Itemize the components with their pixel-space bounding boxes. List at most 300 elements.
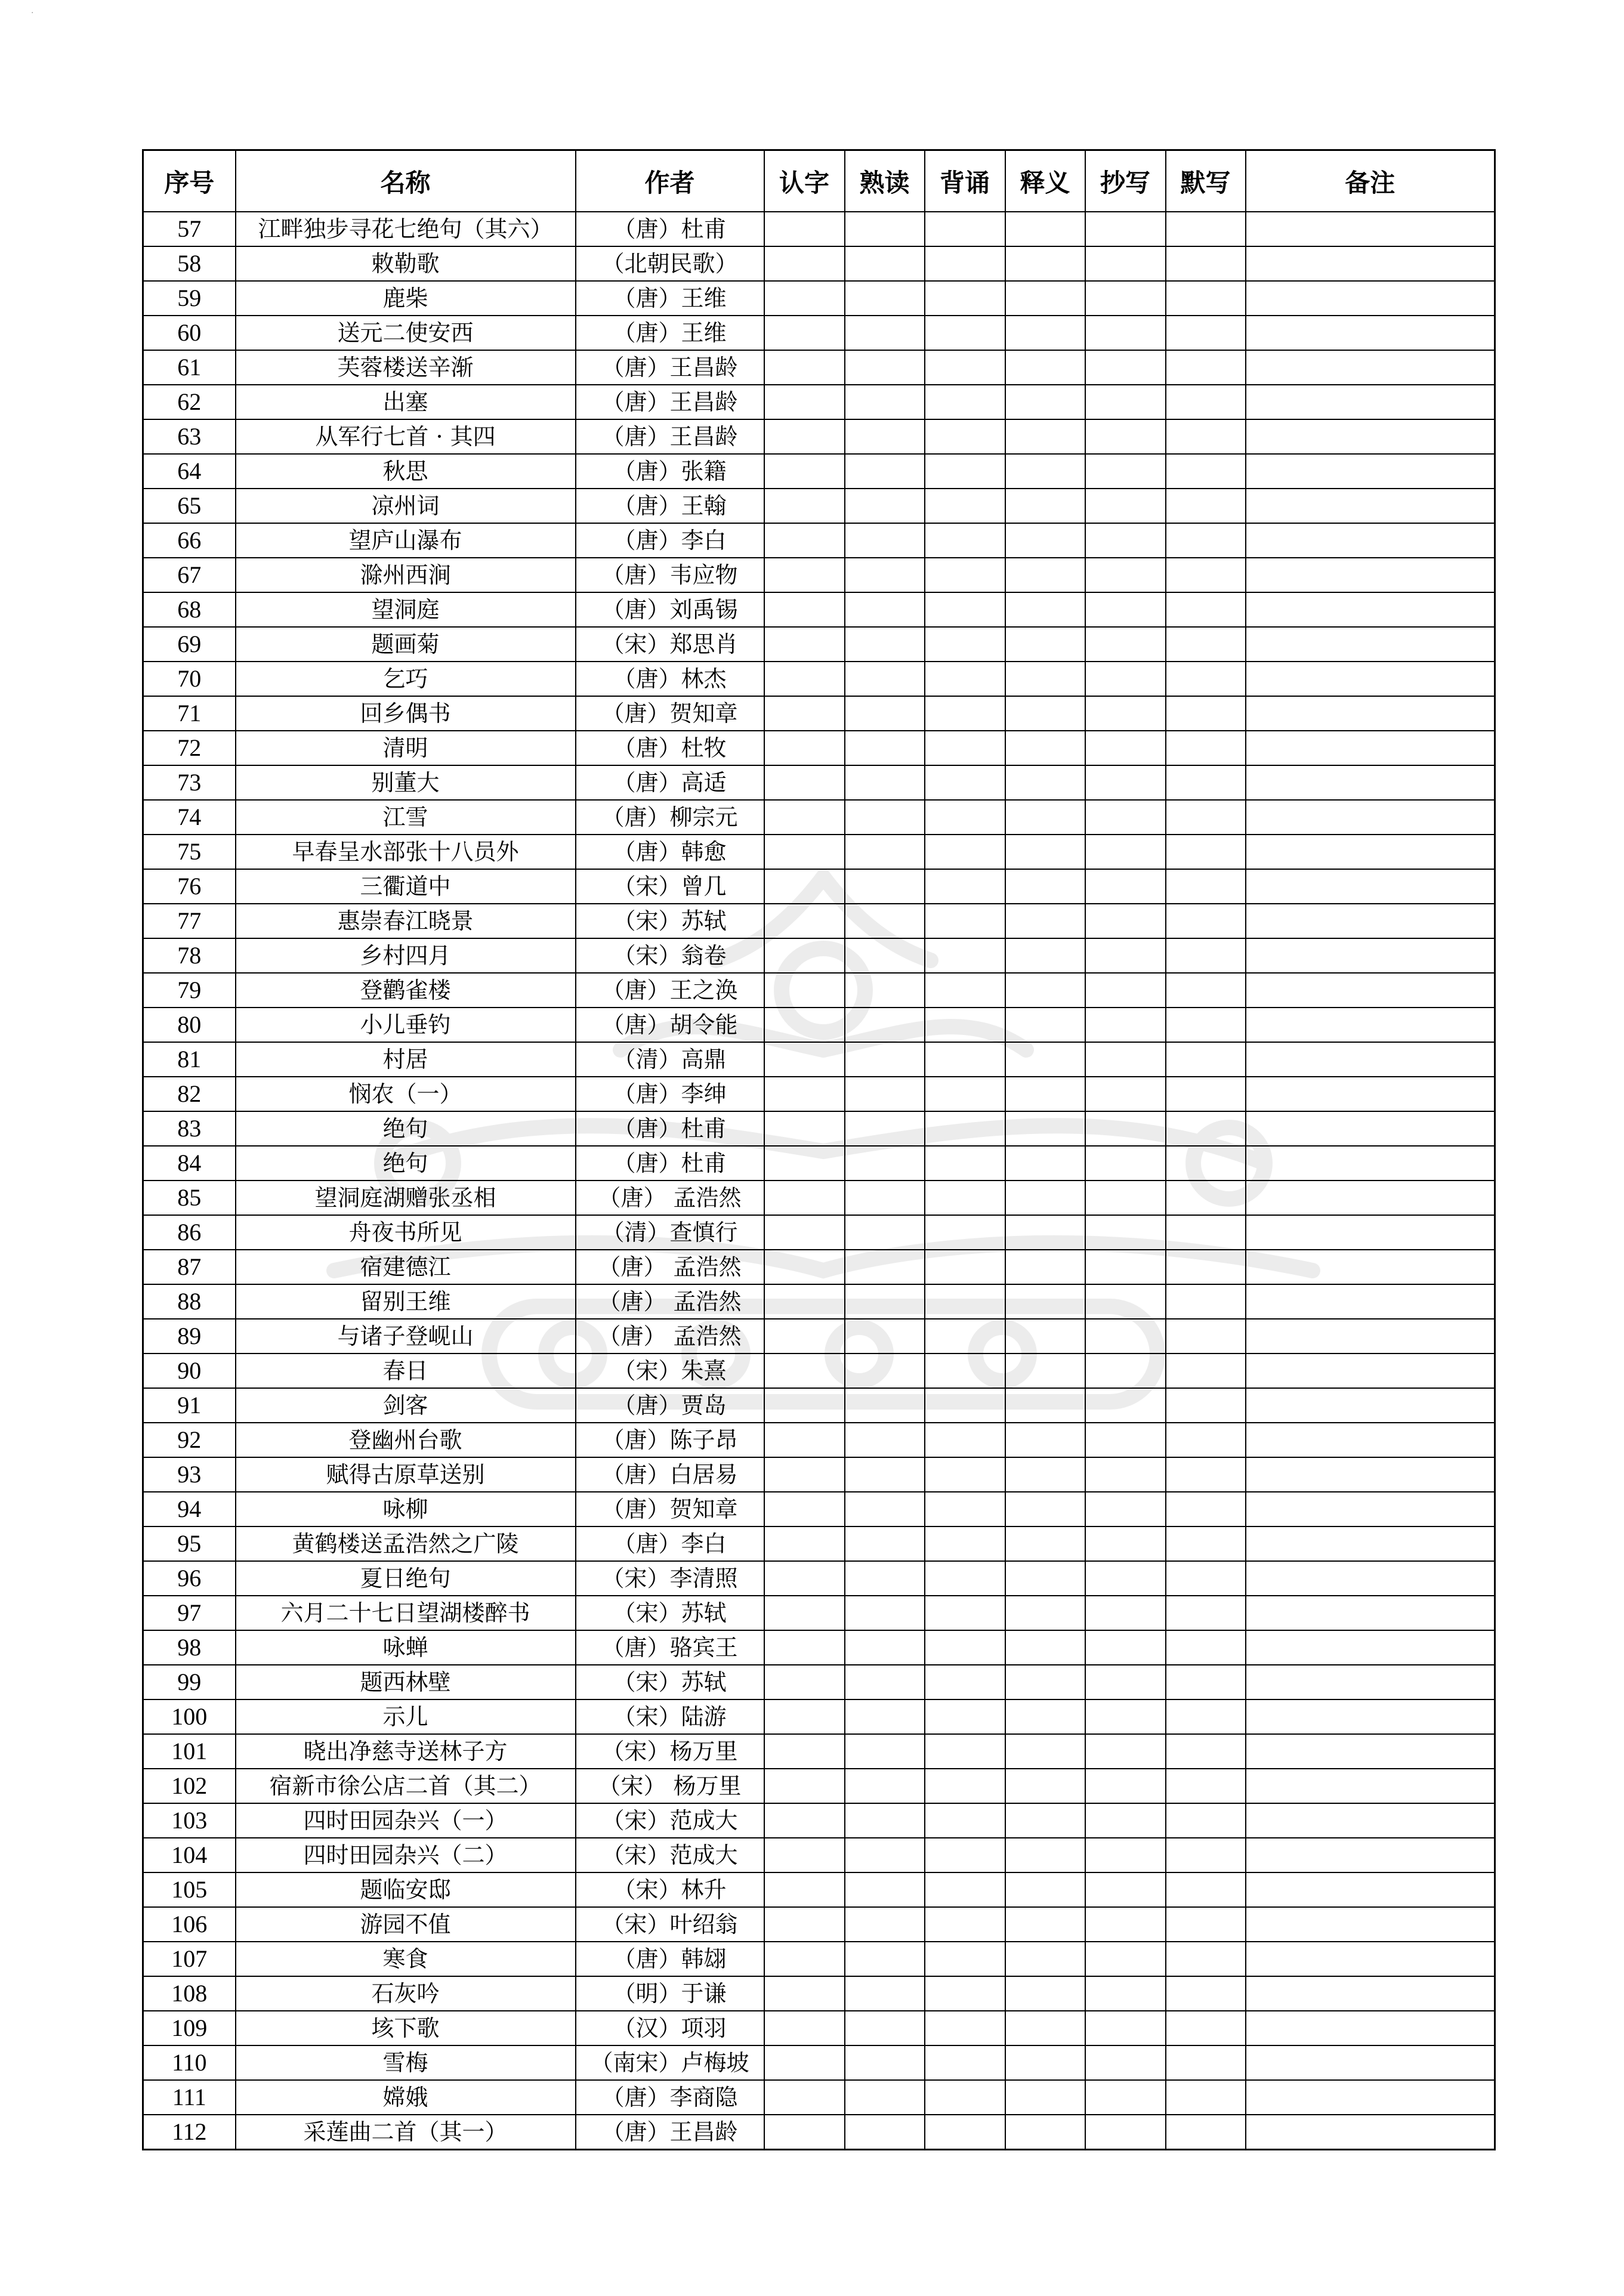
- read-cell[interactable]: [845, 1354, 925, 1388]
- recognize-cell[interactable]: [764, 1976, 845, 2011]
- recite-cell[interactable]: [925, 1250, 1005, 1284]
- explain-cell[interactable]: [1005, 904, 1085, 938]
- read-cell[interactable]: [845, 1630, 925, 1665]
- recognize-cell[interactable]: [764, 1872, 845, 1907]
- copy-cell[interactable]: [1085, 1008, 1166, 1042]
- recognize-cell[interactable]: [764, 419, 845, 454]
- dictation-cell[interactable]: [1166, 2011, 1246, 2045]
- dictation-cell[interactable]: [1166, 2045, 1246, 2080]
- explain-cell[interactable]: [1005, 454, 1085, 489]
- read-cell[interactable]: [845, 696, 925, 731]
- dictation-cell[interactable]: [1166, 454, 1246, 489]
- recite-cell[interactable]: [925, 350, 1005, 385]
- notes-cell[interactable]: [1246, 454, 1495, 489]
- notes-cell[interactable]: [1246, 558, 1495, 592]
- read-cell[interactable]: [845, 973, 925, 1008]
- dictation-cell[interactable]: [1166, 1907, 1246, 1942]
- notes-cell[interactable]: [1246, 2045, 1495, 2080]
- recite-cell[interactable]: [925, 246, 1005, 281]
- explain-cell[interactable]: [1005, 1284, 1085, 1319]
- read-cell[interactable]: [845, 1561, 925, 1596]
- read-cell[interactable]: [845, 800, 925, 835]
- copy-cell[interactable]: [1085, 385, 1166, 419]
- copy-cell[interactable]: [1085, 1699, 1166, 1734]
- explain-cell[interactable]: [1005, 489, 1085, 523]
- copy-cell[interactable]: [1085, 1907, 1166, 1942]
- explain-cell[interactable]: [1005, 1181, 1085, 1215]
- notes-cell[interactable]: [1246, 1492, 1495, 1526]
- read-cell[interactable]: [845, 731, 925, 765]
- explain-cell[interactable]: [1005, 800, 1085, 835]
- explain-cell[interactable]: [1005, 1492, 1085, 1526]
- read-cell[interactable]: [845, 281, 925, 316]
- recognize-cell[interactable]: [764, 2115, 845, 2150]
- recognize-cell[interactable]: [764, 1250, 845, 1284]
- recognize-cell[interactable]: [764, 973, 845, 1008]
- copy-cell[interactable]: [1085, 1838, 1166, 1872]
- read-cell[interactable]: [845, 246, 925, 281]
- copy-cell[interactable]: [1085, 2115, 1166, 2150]
- recognize-cell[interactable]: [764, 765, 845, 800]
- copy-cell[interactable]: [1085, 523, 1166, 558]
- notes-cell[interactable]: [1246, 765, 1495, 800]
- notes-cell[interactable]: [1246, 1596, 1495, 1630]
- copy-cell[interactable]: [1085, 1976, 1166, 2011]
- explain-cell[interactable]: [1005, 1457, 1085, 1492]
- read-cell[interactable]: [845, 316, 925, 350]
- explain-cell[interactable]: [1005, 1388, 1085, 1423]
- explain-cell[interactable]: [1005, 281, 1085, 316]
- copy-cell[interactable]: [1085, 869, 1166, 904]
- recite-cell[interactable]: [925, 627, 1005, 662]
- recite-cell[interactable]: [925, 765, 1005, 800]
- copy-cell[interactable]: [1085, 1354, 1166, 1388]
- recite-cell[interactable]: [925, 1907, 1005, 1942]
- explain-cell[interactable]: [1005, 1596, 1085, 1630]
- dictation-cell[interactable]: [1166, 904, 1246, 938]
- recognize-cell[interactable]: [764, 2080, 845, 2115]
- dictation-cell[interactable]: [1166, 1976, 1246, 2011]
- recite-cell[interactable]: [925, 1457, 1005, 1492]
- copy-cell[interactable]: [1085, 558, 1166, 592]
- recognize-cell[interactable]: [764, 350, 845, 385]
- recognize-cell[interactable]: [764, 489, 845, 523]
- dictation-cell[interactable]: [1166, 350, 1246, 385]
- notes-cell[interactable]: [1246, 246, 1495, 281]
- read-cell[interactable]: [845, 904, 925, 938]
- recognize-cell[interactable]: [764, 1803, 845, 1838]
- explain-cell[interactable]: [1005, 1630, 1085, 1665]
- copy-cell[interactable]: [1085, 1146, 1166, 1181]
- dictation-cell[interactable]: [1166, 419, 1246, 454]
- read-cell[interactable]: [845, 1734, 925, 1769]
- recognize-cell[interactable]: [764, 1354, 845, 1388]
- dictation-cell[interactable]: [1166, 696, 1246, 731]
- copy-cell[interactable]: [1085, 350, 1166, 385]
- read-cell[interactable]: [845, 489, 925, 523]
- notes-cell[interactable]: [1246, 1942, 1495, 1976]
- copy-cell[interactable]: [1085, 765, 1166, 800]
- explain-cell[interactable]: [1005, 1215, 1085, 1250]
- copy-cell[interactable]: [1085, 1942, 1166, 1976]
- explain-cell[interactable]: [1005, 1319, 1085, 1354]
- dictation-cell[interactable]: [1166, 316, 1246, 350]
- read-cell[interactable]: [845, 2080, 925, 2115]
- dictation-cell[interactable]: [1166, 385, 1246, 419]
- recognize-cell[interactable]: [764, 558, 845, 592]
- recognize-cell[interactable]: [764, 1561, 845, 1596]
- read-cell[interactable]: [845, 1215, 925, 1250]
- copy-cell[interactable]: [1085, 1492, 1166, 1526]
- read-cell[interactable]: [845, 1146, 925, 1181]
- copy-cell[interactable]: [1085, 592, 1166, 627]
- recite-cell[interactable]: [925, 1561, 1005, 1596]
- explain-cell[interactable]: [1005, 212, 1085, 246]
- notes-cell[interactable]: [1246, 1284, 1495, 1319]
- dictation-cell[interactable]: [1166, 1042, 1246, 1077]
- recognize-cell[interactable]: [764, 2045, 845, 2080]
- read-cell[interactable]: [845, 662, 925, 696]
- recognize-cell[interactable]: [764, 1388, 845, 1423]
- read-cell[interactable]: [845, 1423, 925, 1457]
- copy-cell[interactable]: [1085, 1388, 1166, 1423]
- recognize-cell[interactable]: [764, 938, 845, 973]
- notes-cell[interactable]: [1246, 1561, 1495, 1596]
- notes-cell[interactable]: [1246, 904, 1495, 938]
- read-cell[interactable]: [845, 1907, 925, 1942]
- dictation-cell[interactable]: [1166, 1665, 1246, 1699]
- recognize-cell[interactable]: [764, 454, 845, 489]
- recognize-cell[interactable]: [764, 385, 845, 419]
- read-cell[interactable]: [845, 1042, 925, 1077]
- dictation-cell[interactable]: [1166, 1457, 1246, 1492]
- recite-cell[interactable]: [925, 904, 1005, 938]
- copy-cell[interactable]: [1085, 662, 1166, 696]
- recite-cell[interactable]: [925, 1665, 1005, 1699]
- recite-cell[interactable]: [925, 212, 1005, 246]
- explain-cell[interactable]: [1005, 2011, 1085, 2045]
- notes-cell[interactable]: [1246, 1769, 1495, 1803]
- notes-cell[interactable]: [1246, 1734, 1495, 1769]
- read-cell[interactable]: [845, 523, 925, 558]
- read-cell[interactable]: [845, 869, 925, 904]
- recite-cell[interactable]: [925, 2115, 1005, 2150]
- recognize-cell[interactable]: [764, 1181, 845, 1215]
- recite-cell[interactable]: [925, 489, 1005, 523]
- dictation-cell[interactable]: [1166, 1077, 1246, 1111]
- recite-cell[interactable]: [925, 1008, 1005, 1042]
- explain-cell[interactable]: [1005, 1561, 1085, 1596]
- explain-cell[interactable]: [1005, 2115, 1085, 2150]
- read-cell[interactable]: [845, 1250, 925, 1284]
- dictation-cell[interactable]: [1166, 973, 1246, 1008]
- notes-cell[interactable]: [1246, 1907, 1495, 1942]
- recite-cell[interactable]: [925, 869, 1005, 904]
- recite-cell[interactable]: [925, 1319, 1005, 1354]
- dictation-cell[interactable]: [1166, 1803, 1246, 1838]
- explain-cell[interactable]: [1005, 1423, 1085, 1457]
- read-cell[interactable]: [845, 1803, 925, 1838]
- read-cell[interactable]: [845, 1699, 925, 1734]
- explain-cell[interactable]: [1005, 1838, 1085, 1872]
- recognize-cell[interactable]: [764, 1699, 845, 1734]
- copy-cell[interactable]: [1085, 1526, 1166, 1561]
- notes-cell[interactable]: [1246, 1354, 1495, 1388]
- dictation-cell[interactable]: [1166, 938, 1246, 973]
- notes-cell[interactable]: [1246, 1042, 1495, 1077]
- explain-cell[interactable]: [1005, 1042, 1085, 1077]
- read-cell[interactable]: [845, 454, 925, 489]
- read-cell[interactable]: [845, 1077, 925, 1111]
- recite-cell[interactable]: [925, 1734, 1005, 1769]
- recognize-cell[interactable]: [764, 1146, 845, 1181]
- dictation-cell[interactable]: [1166, 1008, 1246, 1042]
- recognize-cell[interactable]: [764, 1284, 845, 1319]
- notes-cell[interactable]: [1246, 1526, 1495, 1561]
- notes-cell[interactable]: [1246, 1630, 1495, 1665]
- notes-cell[interactable]: [1246, 1976, 1495, 2011]
- notes-cell[interactable]: [1246, 385, 1495, 419]
- copy-cell[interactable]: [1085, 973, 1166, 1008]
- recite-cell[interactable]: [925, 1077, 1005, 1111]
- notes-cell[interactable]: [1246, 212, 1495, 246]
- copy-cell[interactable]: [1085, 1111, 1166, 1146]
- recite-cell[interactable]: [925, 1354, 1005, 1388]
- explain-cell[interactable]: [1005, 419, 1085, 454]
- recite-cell[interactable]: [925, 592, 1005, 627]
- recite-cell[interactable]: [925, 281, 1005, 316]
- copy-cell[interactable]: [1085, 1803, 1166, 1838]
- recite-cell[interactable]: [925, 696, 1005, 731]
- explain-cell[interactable]: [1005, 869, 1085, 904]
- notes-cell[interactable]: [1246, 1872, 1495, 1907]
- read-cell[interactable]: [845, 1008, 925, 1042]
- notes-cell[interactable]: [1246, 419, 1495, 454]
- dictation-cell[interactable]: [1166, 2080, 1246, 2115]
- notes-cell[interactable]: [1246, 731, 1495, 765]
- recognize-cell[interactable]: [764, 800, 845, 835]
- explain-cell[interactable]: [1005, 1699, 1085, 1734]
- read-cell[interactable]: [845, 1284, 925, 1319]
- dictation-cell[interactable]: [1166, 1838, 1246, 1872]
- dictation-cell[interactable]: [1166, 489, 1246, 523]
- explain-cell[interactable]: [1005, 385, 1085, 419]
- recognize-cell[interactable]: [764, 627, 845, 662]
- explain-cell[interactable]: [1005, 731, 1085, 765]
- recognize-cell[interactable]: [764, 904, 845, 938]
- explain-cell[interactable]: [1005, 662, 1085, 696]
- read-cell[interactable]: [845, 1769, 925, 1803]
- read-cell[interactable]: [845, 1942, 925, 1976]
- dictation-cell[interactable]: [1166, 627, 1246, 662]
- notes-cell[interactable]: [1246, 1111, 1495, 1146]
- explain-cell[interactable]: [1005, 1976, 1085, 2011]
- recognize-cell[interactable]: [764, 1423, 845, 1457]
- dictation-cell[interactable]: [1166, 592, 1246, 627]
- notes-cell[interactable]: [1246, 281, 1495, 316]
- recite-cell[interactable]: [925, 1215, 1005, 1250]
- recite-cell[interactable]: [925, 1699, 1005, 1734]
- read-cell[interactable]: [845, 1976, 925, 2011]
- notes-cell[interactable]: [1246, 489, 1495, 523]
- copy-cell[interactable]: [1085, 696, 1166, 731]
- copy-cell[interactable]: [1085, 2080, 1166, 2115]
- notes-cell[interactable]: [1246, 523, 1495, 558]
- copy-cell[interactable]: [1085, 454, 1166, 489]
- copy-cell[interactable]: [1085, 246, 1166, 281]
- copy-cell[interactable]: [1085, 800, 1166, 835]
- recite-cell[interactable]: [925, 1492, 1005, 1526]
- explain-cell[interactable]: [1005, 1872, 1085, 1907]
- recite-cell[interactable]: [925, 835, 1005, 869]
- notes-cell[interactable]: [1246, 2080, 1495, 2115]
- dictation-cell[interactable]: [1166, 1181, 1246, 1215]
- recite-cell[interactable]: [925, 1284, 1005, 1319]
- notes-cell[interactable]: [1246, 1838, 1495, 1872]
- notes-cell[interactable]: [1246, 1181, 1495, 1215]
- dictation-cell[interactable]: [1166, 662, 1246, 696]
- dictation-cell[interactable]: [1166, 1561, 1246, 1596]
- recite-cell[interactable]: [925, 1423, 1005, 1457]
- notes-cell[interactable]: [1246, 2115, 1495, 2150]
- notes-cell[interactable]: [1246, 1008, 1495, 1042]
- explain-cell[interactable]: [1005, 765, 1085, 800]
- copy-cell[interactable]: [1085, 316, 1166, 350]
- dictation-cell[interactable]: [1166, 731, 1246, 765]
- copy-cell[interactable]: [1085, 281, 1166, 316]
- explain-cell[interactable]: [1005, 1803, 1085, 1838]
- copy-cell[interactable]: [1085, 2011, 1166, 2045]
- copy-cell[interactable]: [1085, 627, 1166, 662]
- dictation-cell[interactable]: [1166, 281, 1246, 316]
- dictation-cell[interactable]: [1166, 1596, 1246, 1630]
- recognize-cell[interactable]: [764, 1042, 845, 1077]
- dictation-cell[interactable]: [1166, 1215, 1246, 1250]
- copy-cell[interactable]: [1085, 419, 1166, 454]
- read-cell[interactable]: [845, 385, 925, 419]
- copy-cell[interactable]: [1085, 1734, 1166, 1769]
- read-cell[interactable]: [845, 1111, 925, 1146]
- recite-cell[interactable]: [925, 1042, 1005, 1077]
- dictation-cell[interactable]: [1166, 1942, 1246, 1976]
- notes-cell[interactable]: [1246, 938, 1495, 973]
- recognize-cell[interactable]: [764, 1838, 845, 1872]
- dictation-cell[interactable]: [1166, 1354, 1246, 1388]
- read-cell[interactable]: [845, 558, 925, 592]
- explain-cell[interactable]: [1005, 1665, 1085, 1699]
- recognize-cell[interactable]: [764, 281, 845, 316]
- read-cell[interactable]: [845, 1457, 925, 1492]
- recite-cell[interactable]: [925, 1630, 1005, 1665]
- notes-cell[interactable]: [1246, 350, 1495, 385]
- notes-cell[interactable]: [1246, 1077, 1495, 1111]
- recite-cell[interactable]: [925, 419, 1005, 454]
- explain-cell[interactable]: [1005, 1146, 1085, 1181]
- recite-cell[interactable]: [925, 1111, 1005, 1146]
- notes-cell[interactable]: [1246, 1250, 1495, 1284]
- recognize-cell[interactable]: [764, 1077, 845, 1111]
- notes-cell[interactable]: [1246, 696, 1495, 731]
- notes-cell[interactable]: [1246, 869, 1495, 904]
- dictation-cell[interactable]: [1166, 1630, 1246, 1665]
- dictation-cell[interactable]: [1166, 523, 1246, 558]
- copy-cell[interactable]: [1085, 1423, 1166, 1457]
- recite-cell[interactable]: [925, 1146, 1005, 1181]
- notes-cell[interactable]: [1246, 1423, 1495, 1457]
- copy-cell[interactable]: [1085, 1630, 1166, 1665]
- notes-cell[interactable]: [1246, 1388, 1495, 1423]
- copy-cell[interactable]: [1085, 1215, 1166, 1250]
- read-cell[interactable]: [845, 212, 925, 246]
- recognize-cell[interactable]: [764, 731, 845, 765]
- notes-cell[interactable]: [1246, 835, 1495, 869]
- dictation-cell[interactable]: [1166, 1146, 1246, 1181]
- read-cell[interactable]: [845, 627, 925, 662]
- copy-cell[interactable]: [1085, 489, 1166, 523]
- notes-cell[interactable]: [1246, 592, 1495, 627]
- dictation-cell[interactable]: [1166, 835, 1246, 869]
- dictation-cell[interactable]: [1166, 2115, 1246, 2150]
- explain-cell[interactable]: [1005, 350, 1085, 385]
- notes-cell[interactable]: [1246, 1699, 1495, 1734]
- explain-cell[interactable]: [1005, 2045, 1085, 2080]
- recite-cell[interactable]: [925, 1976, 1005, 2011]
- recognize-cell[interactable]: [764, 1769, 845, 1803]
- read-cell[interactable]: [845, 350, 925, 385]
- recite-cell[interactable]: [925, 973, 1005, 1008]
- recognize-cell[interactable]: [764, 869, 845, 904]
- read-cell[interactable]: [845, 419, 925, 454]
- recognize-cell[interactable]: [764, 316, 845, 350]
- read-cell[interactable]: [845, 835, 925, 869]
- recognize-cell[interactable]: [764, 662, 845, 696]
- dictation-cell[interactable]: [1166, 212, 1246, 246]
- explain-cell[interactable]: [1005, 1907, 1085, 1942]
- copy-cell[interactable]: [1085, 1561, 1166, 1596]
- recite-cell[interactable]: [925, 558, 1005, 592]
- notes-cell[interactable]: [1246, 800, 1495, 835]
- read-cell[interactable]: [845, 1526, 925, 1561]
- copy-cell[interactable]: [1085, 904, 1166, 938]
- recite-cell[interactable]: [925, 523, 1005, 558]
- notes-cell[interactable]: [1246, 1215, 1495, 1250]
- copy-cell[interactable]: [1085, 1077, 1166, 1111]
- recite-cell[interactable]: [925, 1942, 1005, 1976]
- recognize-cell[interactable]: [764, 1630, 845, 1665]
- recognize-cell[interactable]: [764, 1734, 845, 1769]
- recite-cell[interactable]: [925, 1596, 1005, 1630]
- notes-cell[interactable]: [1246, 1665, 1495, 1699]
- copy-cell[interactable]: [1085, 1284, 1166, 1319]
- read-cell[interactable]: [845, 2011, 925, 2045]
- read-cell[interactable]: [845, 2045, 925, 2080]
- explain-cell[interactable]: [1005, 1942, 1085, 1976]
- notes-cell[interactable]: [1246, 627, 1495, 662]
- dictation-cell[interactable]: [1166, 1734, 1246, 1769]
- explain-cell[interactable]: [1005, 696, 1085, 731]
- recite-cell[interactable]: [925, 2080, 1005, 2115]
- copy-cell[interactable]: [1085, 1665, 1166, 1699]
- recite-cell[interactable]: [925, 800, 1005, 835]
- dictation-cell[interactable]: [1166, 1492, 1246, 1526]
- read-cell[interactable]: [845, 1181, 925, 1215]
- read-cell[interactable]: [845, 938, 925, 973]
- dictation-cell[interactable]: [1166, 1769, 1246, 1803]
- recite-cell[interactable]: [925, 1803, 1005, 1838]
- recite-cell[interactable]: [925, 2011, 1005, 2045]
- notes-cell[interactable]: [1246, 973, 1495, 1008]
- notes-cell[interactable]: [1246, 1457, 1495, 1492]
